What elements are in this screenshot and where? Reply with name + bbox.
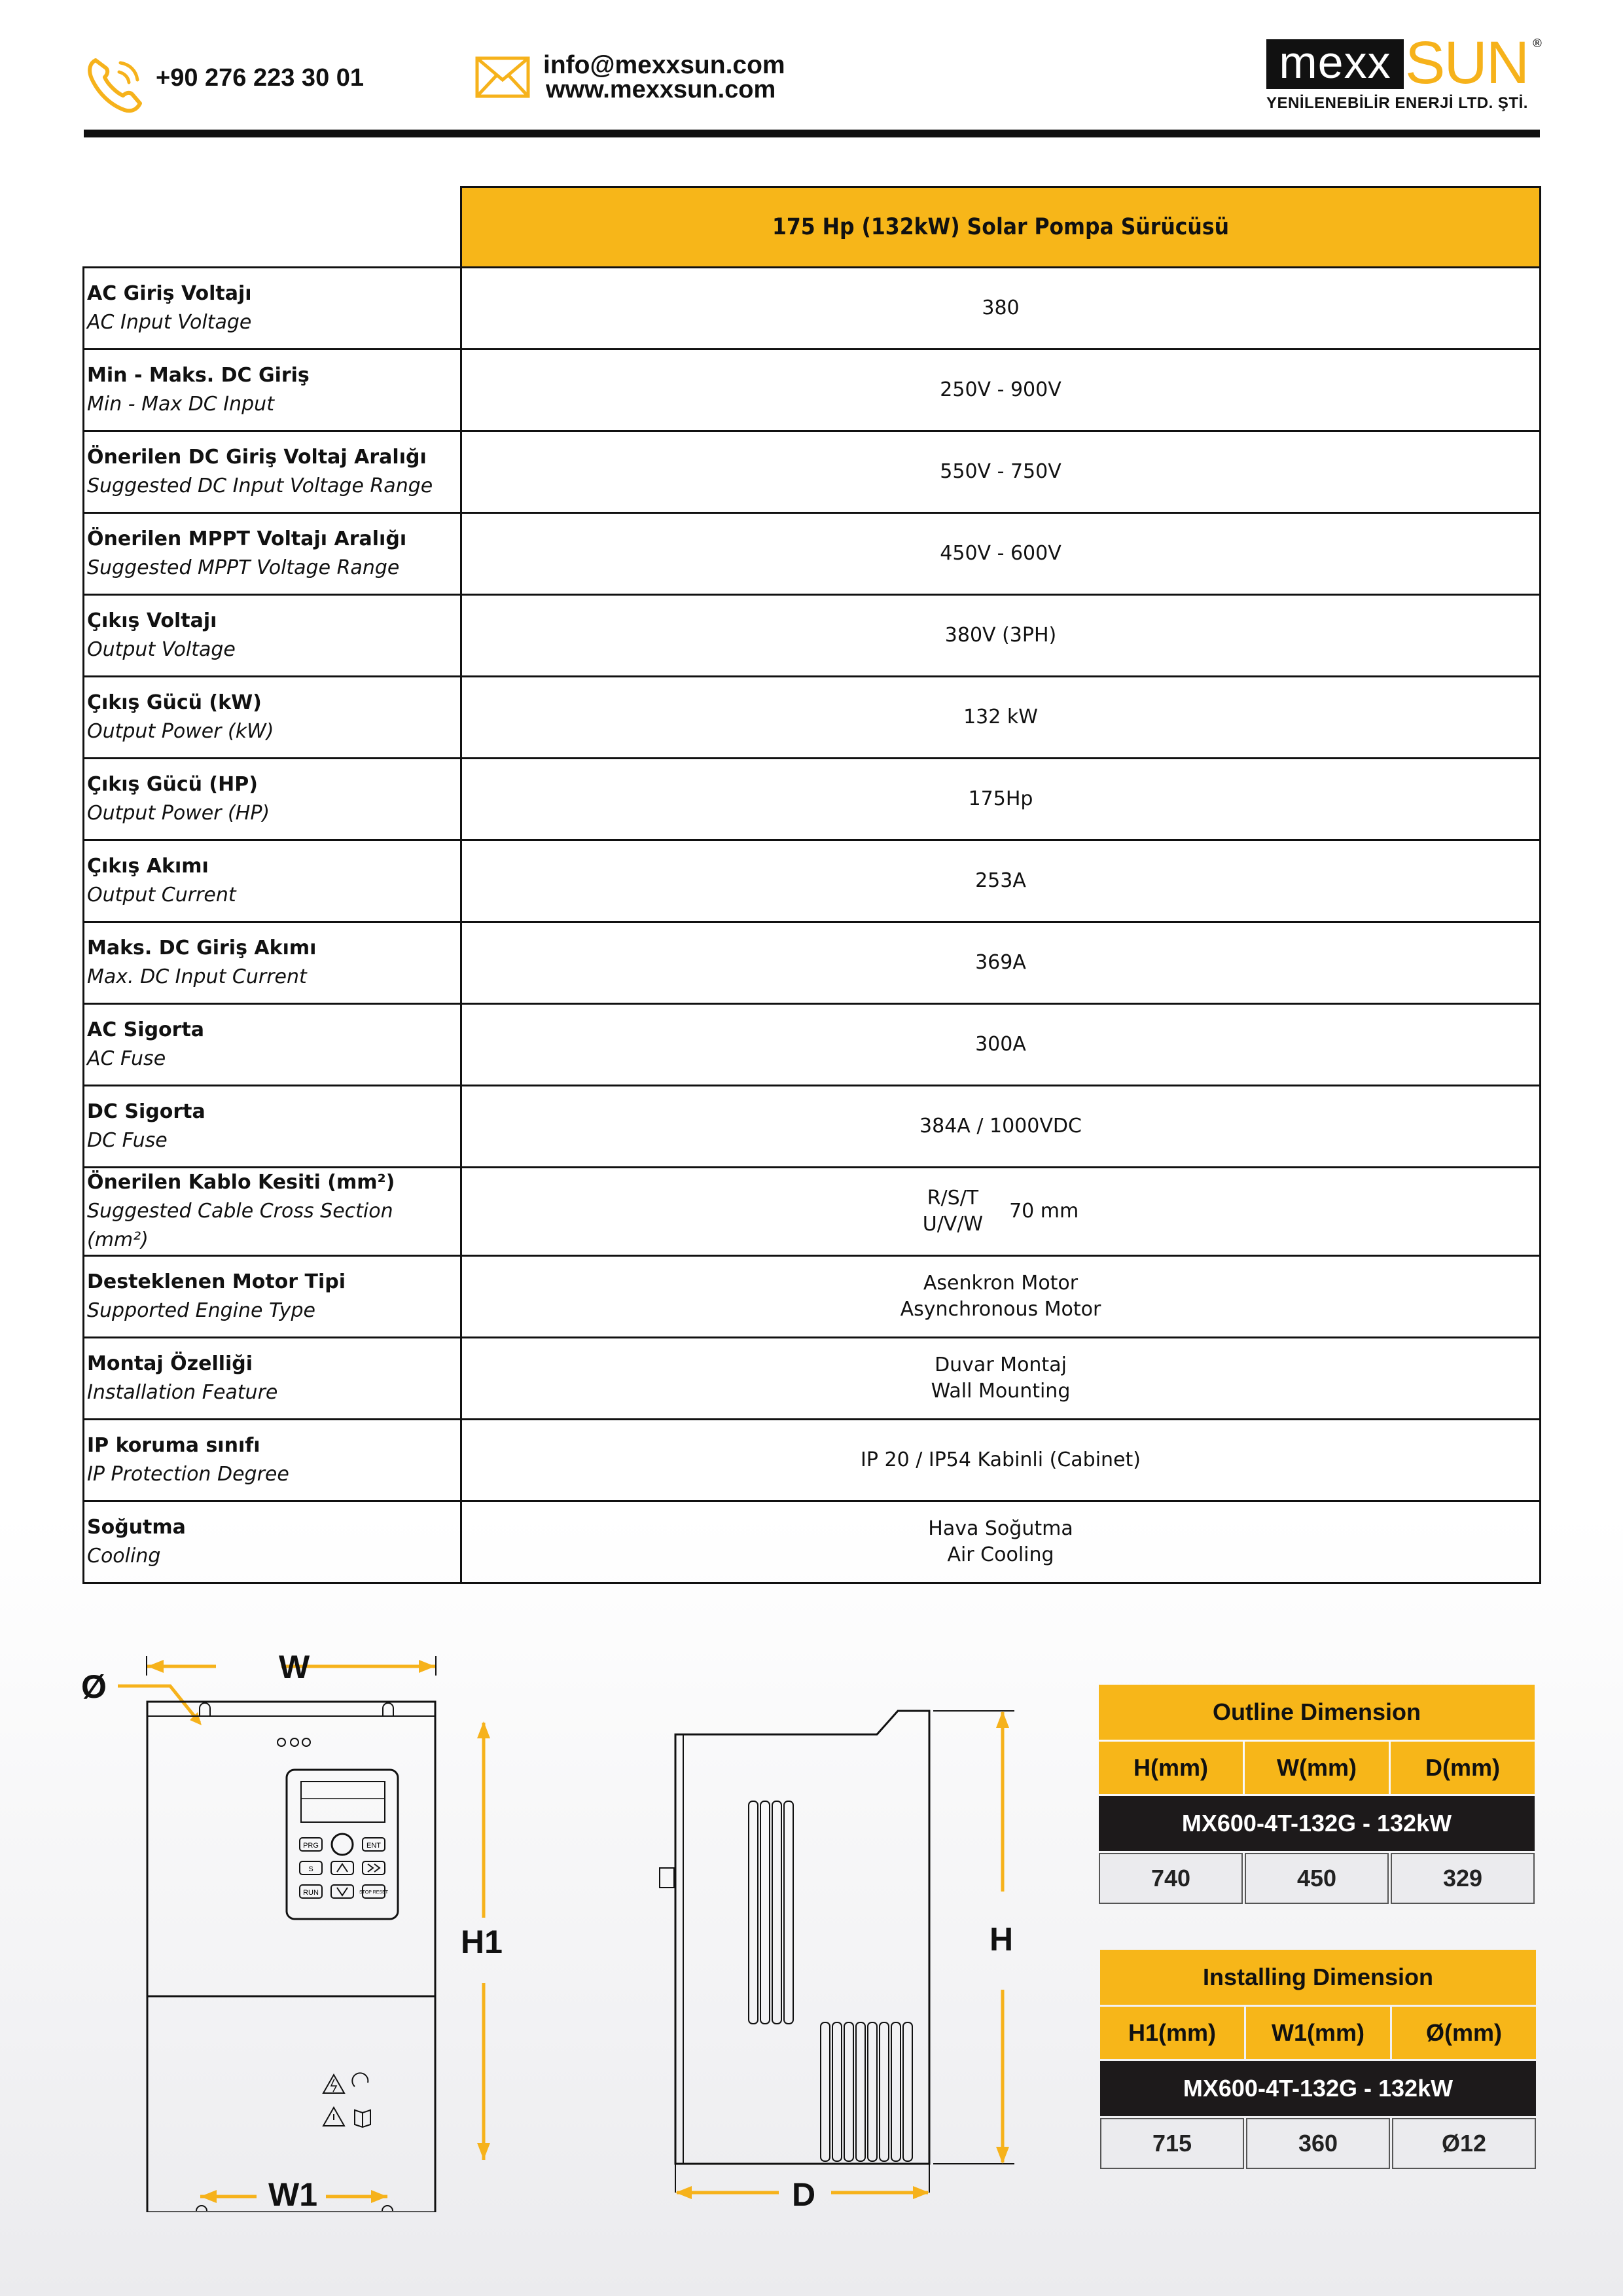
label-en: Output Voltage <box>87 638 236 661</box>
row-label <box>84 1501 461 1583</box>
label-tr: Maks. DC Giriş Akımı <box>87 937 317 960</box>
row-value: 132 kW <box>461 677 1541 759</box>
outline-value-h: 740 <box>1099 1853 1243 1904</box>
stop-reset-key-label: STOP RESET <box>359 1890 389 1895</box>
label-tr: AC Giriş Voltajı <box>87 282 252 305</box>
row-value: 175Hp <box>461 759 1541 840</box>
outline-model: MX600-4T-132G - 132kW <box>1099 1796 1535 1851</box>
table-row <box>84 1004 1541 1086</box>
ent-key-label: ENT <box>366 1842 381 1850</box>
row-value: 380 <box>461 268 1541 350</box>
row-label <box>84 840 461 922</box>
logo-sun: SUN <box>1405 29 1529 96</box>
w1-label: W1 <box>268 2176 317 2213</box>
table-row <box>84 431 1541 513</box>
value-line-1: Hava Soğutma <box>928 1517 1073 1540</box>
outline-title: Outline Dimension <box>1099 1685 1535 1740</box>
upper-vent-grille <box>749 1801 793 2024</box>
installing-value-w1: 360 <box>1246 2118 1390 2169</box>
value-line-2: Wall Mounting <box>931 1380 1071 1403</box>
row-value: IP 20 / IP54 Kabinli (Cabinet) <box>461 1420 1541 1501</box>
label-en: AC Fuse <box>87 1047 166 1070</box>
cable-phases <box>923 1185 983 1238</box>
row-value: 450V - 600V <box>461 513 1541 595</box>
row-value <box>461 1501 1541 1583</box>
w-label: W <box>279 1649 310 1685</box>
table-row <box>84 1086 1541 1168</box>
table-row <box>84 595 1541 677</box>
outline-dimension-table <box>1097 1683 1537 1906</box>
lower-vent-grille <box>821 2022 912 2161</box>
value-line-1: Asenkron Motor <box>923 1272 1079 1295</box>
cable-size: 70 mm <box>1009 1200 1079 1223</box>
screw-icon <box>291 1738 298 1746</box>
label-tr: Desteklenen Motor Tipi <box>87 1270 346 1293</box>
table-row <box>84 513 1541 595</box>
row-label <box>84 1256 461 1338</box>
side-terminal <box>660 1868 674 1888</box>
installing-value-h1: 715 <box>1100 2118 1244 2169</box>
row-label <box>84 922 461 1004</box>
label-tr: Soğutma <box>87 1516 186 1539</box>
table-row <box>84 840 1541 922</box>
phone-number[interactable]: +90 276 223 30 01 <box>156 64 365 92</box>
prg-key-label: PRG <box>303 1842 319 1850</box>
installing-col-h1: H1(mm) <box>1100 2007 1244 2059</box>
label-tr: Montaj Özelliği <box>87 1352 253 1375</box>
h1-label: H1 <box>461 1924 503 1960</box>
row-label <box>84 1086 461 1168</box>
table-row <box>84 922 1541 1004</box>
manual-icon <box>355 2110 370 2127</box>
outline-value-w: 450 <box>1245 1853 1389 1904</box>
row-label <box>84 1338 461 1420</box>
website-link[interactable]: www.mexxsun.com <box>546 76 776 103</box>
run-key-label: RUN <box>303 1889 319 1897</box>
row-label <box>84 350 461 431</box>
row-value: 380V (3PH) <box>461 595 1541 677</box>
mount-hole-bottom-right <box>382 2206 393 2211</box>
value-line-2: Air Cooling <box>947 1543 1054 1566</box>
label-en: Output Power (HP) <box>87 802 270 825</box>
installing-title: Installing Dimension <box>1100 1950 1536 2005</box>
table-row <box>84 1501 1541 1583</box>
mount-hole-top-right <box>383 1703 393 1716</box>
row-label <box>84 431 461 513</box>
table-corner <box>84 187 461 268</box>
double-chevron-right-icon <box>368 1864 380 1872</box>
table-row <box>84 350 1541 431</box>
installing-model: MX600-4T-132G - 132kW <box>1100 2061 1536 2116</box>
row-label <box>84 1004 461 1086</box>
envelope-icon <box>475 56 530 98</box>
table-row <box>84 1338 1541 1420</box>
label-en: DC Fuse <box>87 1129 168 1152</box>
label-tr: Önerilen Kablo Kesiti (mm²) <box>87 1171 395 1194</box>
table-title: 175 Hp (132kW) Solar Pompa Sürücüsü <box>461 187 1541 268</box>
cable-phase-input: R/S/T <box>927 1187 979 1210</box>
label-en: Suggested DC Input Voltage Range <box>87 475 433 497</box>
table-row <box>84 1420 1541 1501</box>
label-tr: Min - Maks. DC Giriş <box>87 364 310 387</box>
row-label <box>84 1168 461 1256</box>
installing-col-w1: W1(mm) <box>1246 2007 1390 2059</box>
knob-icon <box>332 1834 353 1855</box>
company-name: YENİLENEBİLİR ENERJİ LTD. ŞTİ. <box>1266 94 1528 112</box>
row-value <box>461 1338 1541 1420</box>
row-label <box>84 759 461 840</box>
outline-col-d: D(mm) <box>1391 1742 1535 1794</box>
row-value: 300A <box>461 1004 1541 1086</box>
d-label: D <box>792 2176 816 2213</box>
label-en: Min - Max DC Input <box>87 393 274 416</box>
label-tr: AC Sigorta <box>87 1018 205 1041</box>
label-en: Installation Feature <box>87 1381 278 1404</box>
screw-icon <box>302 1738 310 1746</box>
row-value: 550V - 750V <box>461 431 1541 513</box>
screw-icon <box>277 1738 285 1746</box>
row-label <box>84 1420 461 1501</box>
row-label <box>84 595 461 677</box>
installing-value-phi: Ø12 <box>1392 2118 1536 2169</box>
row-label <box>84 268 461 350</box>
installing-dimension-table <box>1098 1948 1538 2171</box>
chevron-up-icon <box>337 1864 348 1872</box>
label-tr: Çıkış Gücü (HP) <box>87 773 258 796</box>
value-line-1: Duvar Montaj <box>935 1354 1067 1376</box>
phone-icon <box>84 54 145 115</box>
table-row <box>84 1168 1541 1256</box>
row-value <box>461 1256 1541 1338</box>
row-label <box>84 513 461 595</box>
table-row <box>84 268 1541 350</box>
label-en: IP Protection Degree <box>87 1463 289 1486</box>
table-row <box>84 677 1541 759</box>
row-value: 253A <box>461 840 1541 922</box>
logo-mexx: mexx <box>1266 39 1404 89</box>
shift-key-label: S <box>308 1865 313 1873</box>
row-value: 369A <box>461 922 1541 1004</box>
row-value: 384A / 1000VDC <box>461 1086 1541 1168</box>
mount-hole-top-left <box>200 1703 210 1716</box>
cable-value <box>923 1185 1079 1238</box>
value-line-2: Asynchronous Motor <box>900 1298 1101 1321</box>
label-en: Cooling <box>87 1545 161 1568</box>
logo-registered-mark: ® <box>1531 37 1543 50</box>
label-tr: Çıkış Gücü (kW) <box>87 691 262 714</box>
row-value <box>461 1168 1541 1256</box>
table-header-row <box>84 187 1541 268</box>
label-en: Output Power (kW) <box>87 720 274 743</box>
phi-label: Ø <box>81 1668 107 1705</box>
header-divider <box>84 130 1540 137</box>
mount-hole-bottom-left <box>196 2206 207 2211</box>
hole-leader-line <box>118 1686 200 1723</box>
table-row <box>84 1256 1541 1338</box>
label-en: Max. DC Input Current <box>87 965 307 988</box>
cable-phase-output: U/V/W <box>922 1213 984 1236</box>
side-view-drawing <box>648 1695 1041 2212</box>
chevron-down-icon <box>337 1888 348 1895</box>
h-label: H <box>990 1921 1014 1958</box>
label-en: Suggested Cable Cross Section (mm²) <box>87 1200 393 1251</box>
drive-body <box>147 1702 435 2212</box>
label-tr: Önerilen MPPT Voltajı Aralığı <box>87 528 407 550</box>
outline-value-d: 329 <box>1391 1853 1535 1904</box>
installing-col-phi: Ø(mm) <box>1392 2007 1536 2059</box>
row-label <box>84 677 461 759</box>
outline-col-h: H(mm) <box>1099 1742 1243 1794</box>
email-link[interactable]: info@mexxsun.com <box>543 51 785 79</box>
label-en: Supported Engine Type <box>87 1299 315 1322</box>
spec-table <box>82 186 1541 1584</box>
table-row <box>84 759 1541 840</box>
label-tr: Çıkış Voltajı <box>87 609 217 632</box>
label-en: Output Current <box>87 884 236 906</box>
outline-col-w: W(mm) <box>1245 1742 1389 1794</box>
discharge-time-icon <box>352 2073 368 2087</box>
label-en: Suggested MPPT Voltage Range <box>87 556 400 579</box>
keypad-display <box>301 1782 385 1822</box>
label-en: AC Input Voltage <box>87 311 252 334</box>
label-tr: Çıkış Akımı <box>87 855 209 878</box>
label-tr: Önerilen DC Giriş Voltaj Aralığı <box>87 446 427 469</box>
label-tr: DC Sigorta <box>87 1100 205 1123</box>
row-value: 250V - 900V <box>461 350 1541 431</box>
label-tr: IP koruma sınıfı <box>87 1434 260 1457</box>
